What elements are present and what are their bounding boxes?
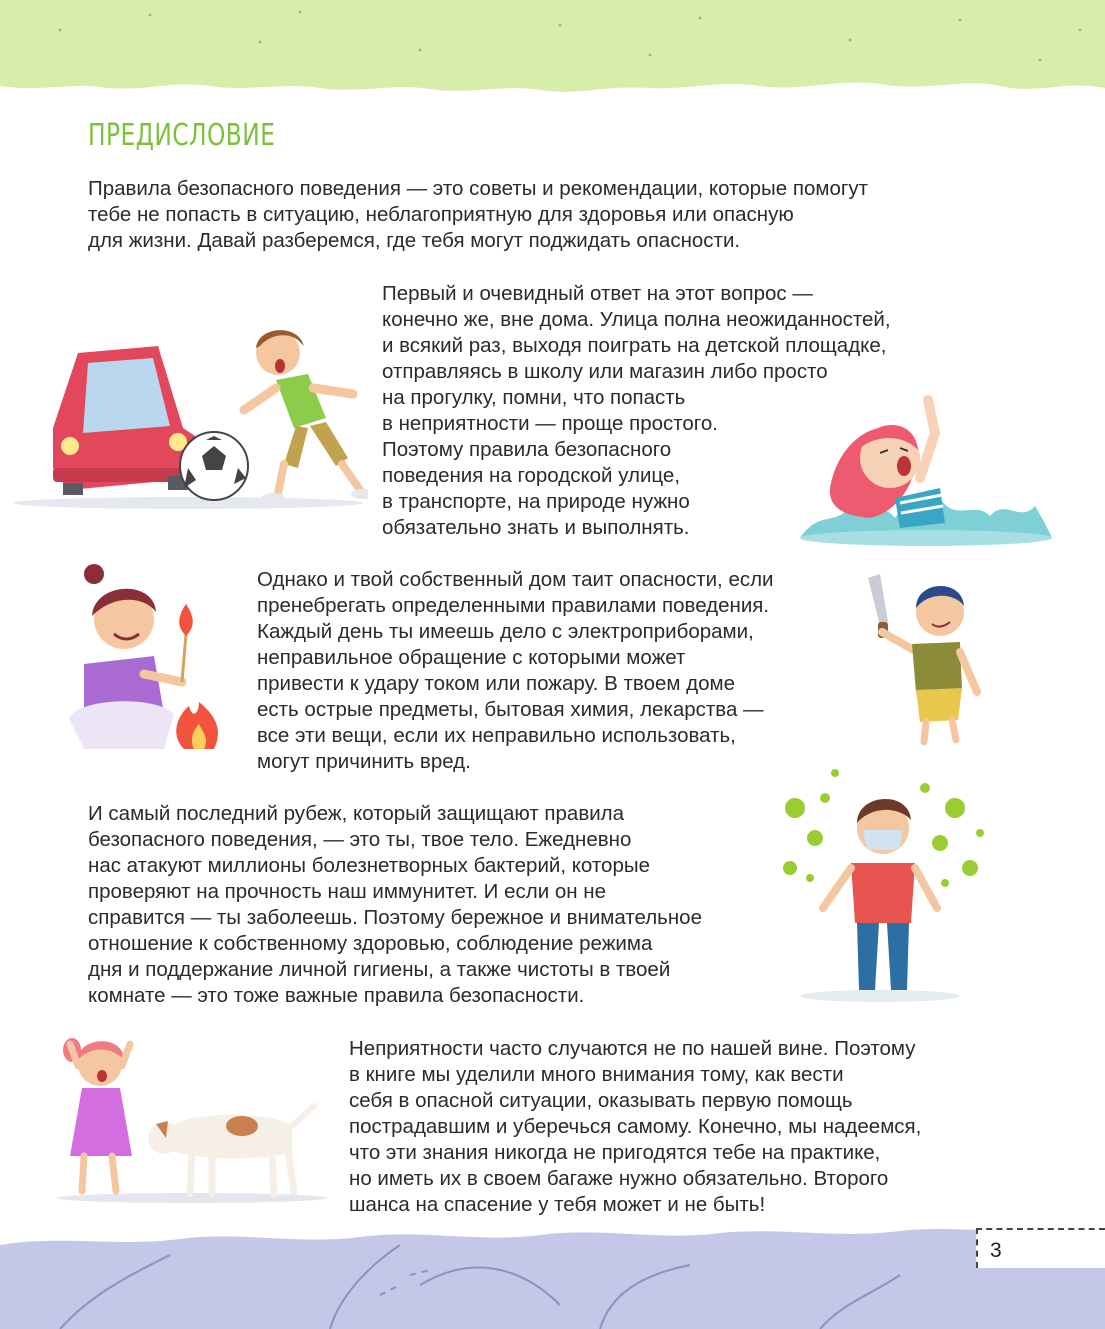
page-number-badge — [976, 1228, 1105, 1268]
boy-mask-germs-illustration — [775, 768, 990, 1008]
bottom-decorative-band — [0, 1225, 1105, 1329]
car-ball-boy-illustration — [8, 318, 368, 513]
drowning-girl-illustration — [800, 388, 1052, 546]
help-paragraph: Неприятности часто случаются не по нашей вине. Поэтому в книге мы уделили много внимания тому, как вести себя в опасной ситуации, оказывать первую помощь пострадавшим и уберечься самому. Конечно, мы надеемся, что эти знания никогда не пригодятся тебе на практике, но иметь их в своем багаже нужно обязательно. Второго шанса на спасение у тебя может и не быть! — [349, 1037, 922, 1216]
girl-matches-fire-illustration — [64, 564, 244, 762]
body-paragraph: И самый последний рубеж, который защищают правила безопасного поведения, — это ты, твое тело. Ежедневно нас атакуют миллионы болезнетворных бактерий, которые проверяют на прочность наш иммунитет. И если он не справится — ты заболеешь. Поэтому бережное и внимательное отношение к собственному здоровью, соблюдение режима дня и поддержание личной гигиены, а также чистоты в твоей комнате — это тоже важные правила безопасности. — [88, 802, 702, 1007]
street-paragraph: Первый и очевидный ответ на этот вопрос — конечно же, вне дома. Улица полна неожиданностей, и всякий раз, выходя поиграть на детской площадке, отправляясь в школу или магазин либо просто на прогулку, помни, что попасть в неприятности — проще простого. Поэтому правила безопасного поведения на городской улице, в транспорте, на природе нужно обязательно знать и выполнять. — [382, 282, 891, 539]
top-decorative-band — [0, 0, 1105, 100]
boy-knife-illustration — [862, 572, 982, 748]
girl-dog-illustration — [52, 1026, 327, 1204]
intro-paragraph: Правила безопасного поведения — это советы и рекомендации, которые помогут тебе не попасть в ситуацию, неблагоприятную для здоровья или опасную для жизни. Давай разберемся, где тебя могут поджидать опасности. — [88, 177, 868, 252]
page-title: ПРЕДИСЛОВИЕ — [88, 118, 276, 153]
page-number: 3 — [990, 1239, 1002, 1262]
home-paragraph: Однако и твой собственный дом таит опасности, если пренебрегать определенными правилами поведения. Каждый день ты имеешь дело с электроприборами, неправильное обращение с которыми может привести к удару током или пожару. В твоем доме есть острые предметы, бытовая химия, лекарства — все эти вещи, если их неправильно использовать, могут причинить вред. — [257, 568, 774, 773]
